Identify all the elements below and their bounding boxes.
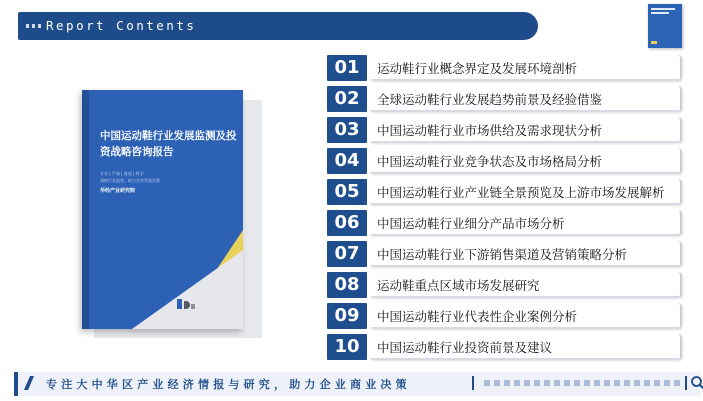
toc-item[interactable]: [327, 334, 682, 360]
logo-icon-part: [191, 304, 195, 309]
toc-label: 全球运动鞋行业发展趋势前景及经验借鉴: [377, 92, 603, 107]
toc-number: 09: [327, 303, 367, 329]
toc-label: 中国运动鞋行业产业链全景预览及上游市场发展解析: [377, 185, 665, 200]
toc-item[interactable]: [327, 55, 682, 81]
toc-number: 06: [327, 210, 367, 236]
toc-label: 中国运动鞋行业市场供给及需求现状分析: [377, 123, 603, 138]
toc-label: 运动鞋行业概念界定及发展环境剖析: [377, 61, 578, 76]
report-thumbnail: [648, 4, 682, 48]
cover-subtitle-2: 洞察行业趋势，助力企业发展决策: [100, 178, 160, 183]
footer-slash-icon: [24, 376, 34, 390]
toc-number: 07: [327, 241, 367, 267]
toc-number: 08: [327, 272, 367, 298]
cover-spine: [82, 90, 89, 329]
toc-number: 05: [327, 179, 367, 205]
toc-label: 中国运动鞋行业细分产品市场分析: [377, 216, 565, 231]
footer-slogan: 专注大中华区产业经济情报与研究，助力企业商业决策: [46, 378, 411, 391]
toc-label: 中国运动鞋行业下游销售渠道及营销策略分析: [377, 247, 628, 262]
toc-number: 03: [327, 117, 367, 143]
footer-divider: [472, 376, 474, 390]
toc-label: 中国运动鞋行业竞争状态及市场格局分析: [377, 154, 603, 169]
toc-item[interactable]: [327, 303, 682, 329]
toc-item[interactable]: [327, 179, 682, 205]
footer-bar: [14, 372, 701, 396]
toc-number: 01: [327, 55, 367, 81]
cover-decoration: [82, 90, 243, 329]
toc-label: 中国运动鞋行业投资前景及建议: [377, 340, 553, 355]
banner-dots-decoration: [26, 24, 42, 28]
cover-subtitle-1: 专业 | 严谨 | 客观 | 科学: [100, 171, 144, 176]
header-title: Report Contents: [46, 18, 197, 33]
toc-item[interactable]: [327, 117, 682, 143]
toc-number: 02: [327, 86, 367, 112]
cover-grey-shape: [132, 250, 243, 329]
toc-item[interactable]: [327, 148, 682, 174]
toc-item[interactable]: [327, 241, 682, 267]
footer-blurred-text: [484, 380, 680, 386]
report-cover: [82, 90, 243, 329]
header-banner: [18, 12, 538, 40]
footer-divider: [685, 376, 687, 390]
toc-label: 运动鞋重点区域市场发展研究: [377, 278, 540, 293]
cover-publisher: 华经产业研究院: [100, 188, 136, 194]
toc-item[interactable]: [327, 272, 682, 298]
toc-item[interactable]: [327, 86, 682, 112]
toc-label: 中国运动鞋行业代表性企业案例分析: [377, 309, 578, 324]
search-icon[interactable]: [690, 375, 703, 391]
toc-number: 10: [327, 334, 367, 360]
toc-number: 04: [327, 148, 367, 174]
cover-title: 中国运动鞋行业发展监测及投资战略咨询报告: [100, 130, 237, 158]
logo-icon: [177, 299, 182, 309]
toc-item[interactable]: [327, 210, 682, 236]
